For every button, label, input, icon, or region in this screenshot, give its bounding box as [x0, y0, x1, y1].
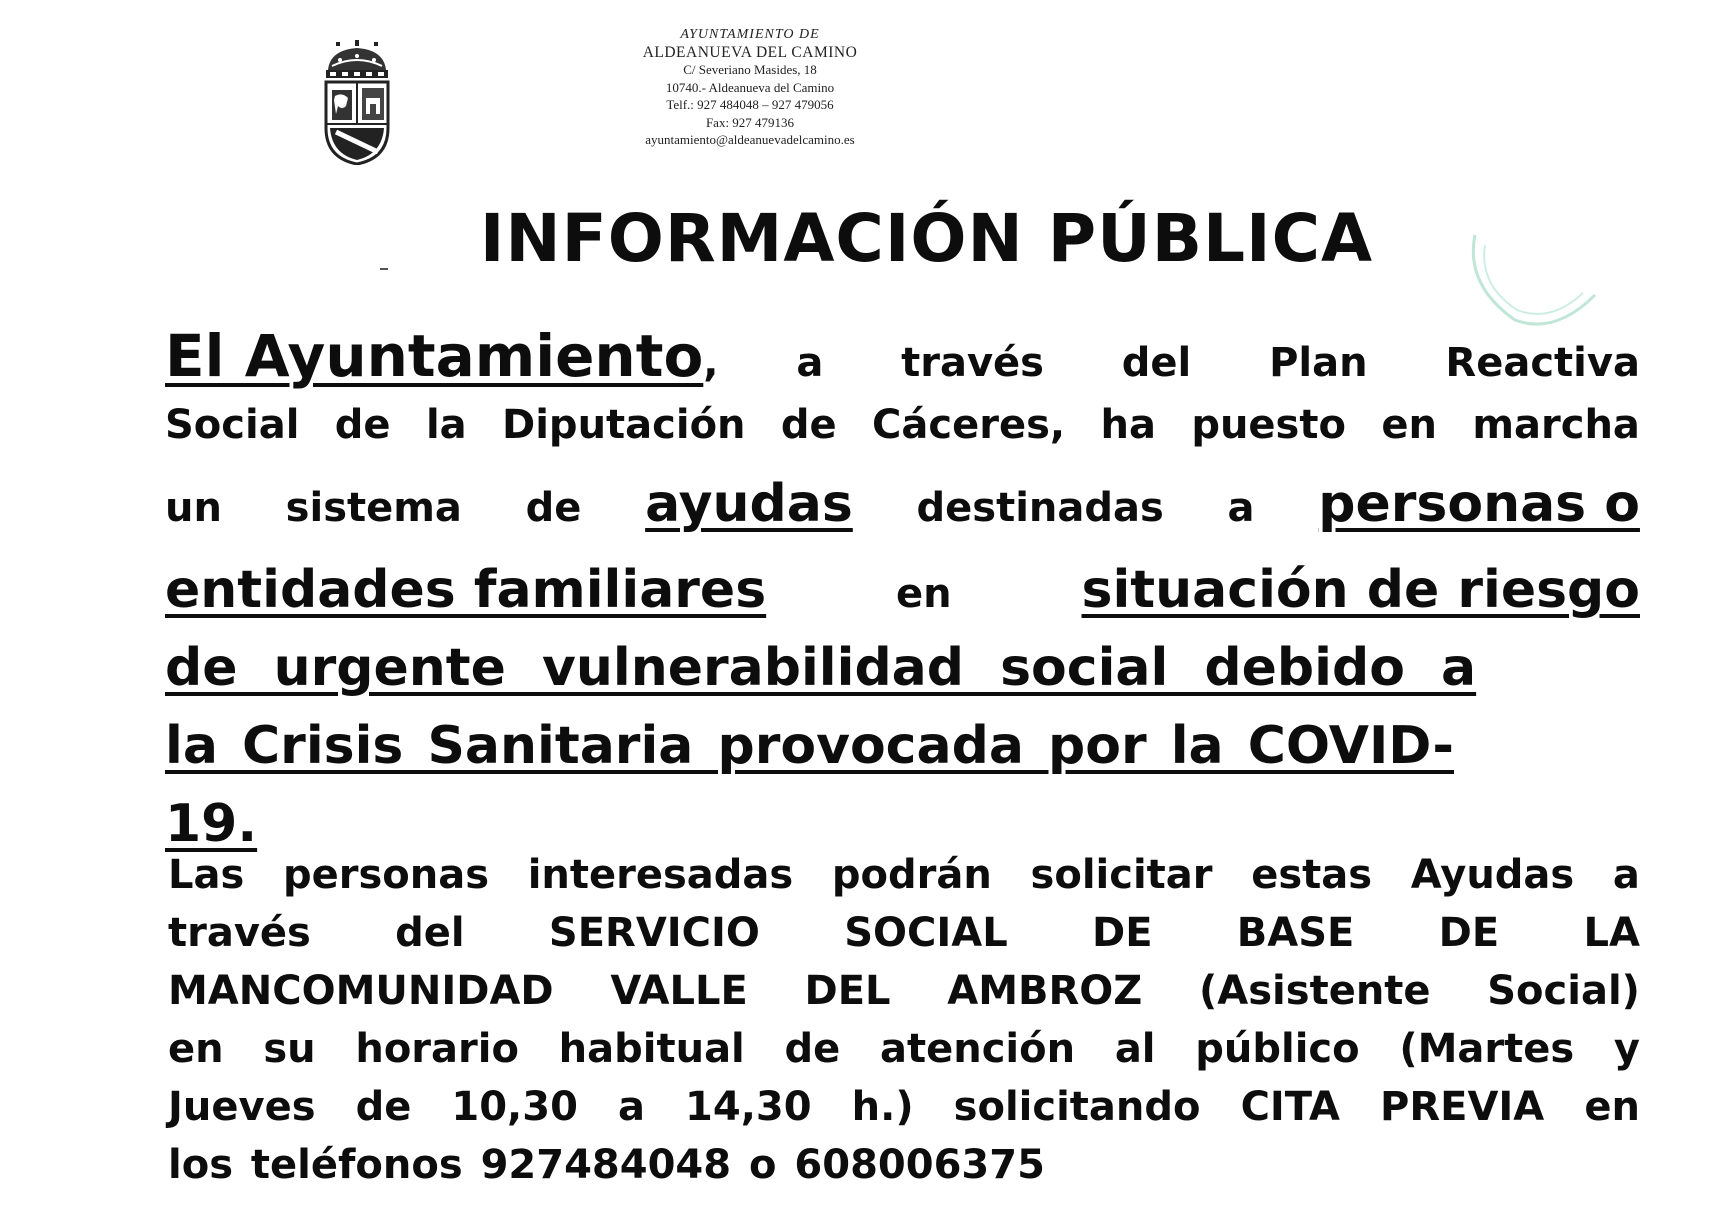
word: través: [901, 340, 1044, 386]
word: El Ayuntamiento: [165, 322, 704, 390]
word: marcha: [1472, 402, 1640, 448]
word: podrán: [831, 852, 992, 898]
word: un: [165, 485, 222, 531]
word: interesadas: [527, 852, 794, 898]
word: Reactiva: [1445, 340, 1640, 386]
word: Plan: [1269, 340, 1368, 386]
word: Social: [165, 402, 300, 448]
page-title: INFORMACIÓN PÚBLICA: [479, 200, 1374, 277]
word: DE: [1438, 910, 1500, 956]
word: a: [617, 1084, 645, 1130]
word: (Asistente: [1199, 968, 1431, 1014]
word: en: [896, 571, 952, 617]
word: ayudas: [645, 474, 853, 534]
word: (Martes: [1399, 1026, 1575, 1072]
word: personas o: [1318, 474, 1640, 534]
word: y: [1613, 1026, 1640, 1072]
word: de: [525, 485, 582, 531]
word: de urgente vulnerabilidad social debido a: [165, 638, 1477, 698]
word: VALLE: [610, 968, 748, 1014]
word: habitual: [558, 1026, 745, 1072]
word: personas: [282, 852, 490, 898]
word: DEL: [804, 968, 891, 1014]
letterhead-postal: 10740.- Aldeanueva del Camino: [665, 79, 835, 95]
coat-of-arms-icon: [322, 40, 392, 165]
paragraph-line: [168, 1142, 1640, 1200]
paragraph-line: [165, 638, 1640, 716]
word: AMBROZ: [947, 968, 1143, 1014]
phone-numbers-line: los teléfonos 927484048 o 608006375: [168, 1142, 1045, 1188]
word: ,: [703, 340, 719, 386]
word: ha: [1100, 402, 1156, 448]
word: horario: [355, 1026, 519, 1072]
paragraph-line: [165, 402, 1640, 474]
word: Las: [168, 852, 245, 898]
word: BASE: [1236, 910, 1355, 956]
letterhead: [560, 26, 940, 149]
word: del: [395, 910, 465, 956]
main-paragraph: [165, 322, 1640, 854]
word: 19.: [165, 794, 258, 854]
letterhead-fax: Fax: 927 479136: [705, 114, 795, 130]
word: atención: [879, 1026, 1076, 1072]
letterhead-title: AYUNTAMIENTO DE: [680, 27, 820, 42]
word: Jueves: [168, 1084, 316, 1130]
word: la Crisis Sanitaria provocada por la COVID-: [165, 716, 1455, 776]
word: puesto: [1191, 402, 1346, 448]
word: DE: [1091, 910, 1153, 956]
word: Diputación: [502, 402, 746, 448]
word: de: [334, 402, 391, 448]
paragraph-line: [168, 852, 1640, 910]
word: 14,30: [685, 1084, 812, 1130]
word: público: [1195, 1026, 1360, 1072]
word: la: [425, 402, 467, 448]
scan-mark: [380, 268, 388, 270]
word: al: [1114, 1026, 1156, 1072]
paragraph-line: [165, 560, 1640, 638]
paragraph-line: [165, 794, 1640, 854]
word: en: [1381, 402, 1437, 448]
letterhead-town: ALDEANUEVA DEL CAMINO: [642, 43, 858, 61]
paragraph-line: [168, 968, 1640, 1026]
word: Cáceres,: [872, 402, 1066, 448]
word: Ayudas: [1410, 852, 1575, 898]
word: solicitar: [1030, 852, 1213, 898]
word: a: [1612, 852, 1640, 898]
word: MANCOMUNIDAD: [168, 968, 554, 1014]
word: en: [168, 1026, 224, 1072]
word: situación de riesgo: [1081, 560, 1640, 620]
underlined-line: [165, 638, 1640, 698]
word: a: [1227, 485, 1255, 531]
word: del: [1121, 340, 1192, 386]
paragraph-line: [168, 910, 1640, 968]
word: CITA: [1240, 1084, 1340, 1130]
word: SERVICIO: [548, 910, 760, 956]
word: solicitando: [953, 1084, 1201, 1130]
word: LA: [1583, 910, 1640, 956]
word: su: [263, 1026, 316, 1072]
word: través: [168, 910, 311, 956]
letterhead-phone: Telf.: 927 484048 – 927 479056: [666, 97, 834, 112]
word: de: [780, 402, 837, 448]
paragraph-line: [165, 716, 1640, 794]
instructions-paragraph: [168, 852, 1640, 1200]
letterhead-email: ayuntamiento@aldeanuevadelcamino.es: [645, 132, 855, 147]
word: a: [796, 340, 824, 386]
word: en: [1584, 1084, 1640, 1130]
paragraph-line: [165, 322, 1640, 402]
word: de: [784, 1026, 841, 1072]
word: Social): [1487, 968, 1640, 1014]
word: entidades familiares: [165, 560, 767, 620]
paragraph-line: [168, 1084, 1640, 1142]
word: PREVIA: [1380, 1084, 1545, 1130]
word: h.): [851, 1084, 914, 1130]
word: 10,30: [451, 1084, 578, 1130]
paragraph-line: [168, 1026, 1640, 1084]
word: de: [355, 1084, 412, 1130]
word: SOCIAL: [844, 910, 1008, 956]
word: destinadas: [916, 485, 1164, 531]
word: sistema: [285, 485, 462, 531]
word: estas: [1251, 852, 1373, 898]
paragraph-line: [165, 474, 1640, 560]
letterhead-address: C/ Severiano Masides, 18: [683, 62, 817, 77]
